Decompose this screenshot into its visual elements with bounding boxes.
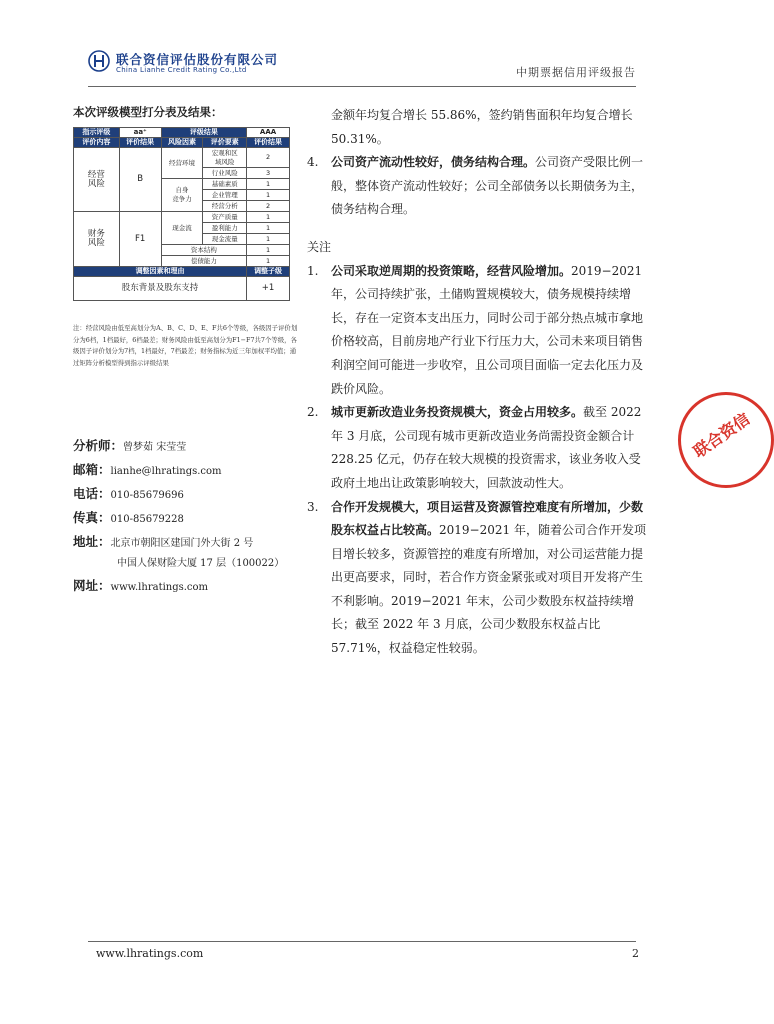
address-label: 地址： <box>73 534 111 549</box>
fin-other-score-1: 1 <box>247 256 290 267</box>
concern-item-1 <box>307 260 647 402</box>
concern-title: 关注 <box>307 239 332 254</box>
biz-env-item-1: 行业风险 <box>203 168 247 179</box>
biz-risk-label: 经营 风险 <box>74 148 120 212</box>
item-number: 3. <box>307 499 319 514</box>
concern-item-3 <box>307 496 647 661</box>
adj-value: +1 <box>247 277 290 301</box>
cell-result-label: 评级结果 <box>161 128 247 138</box>
rating-model-table <box>73 127 290 301</box>
biz-risk-result: B <box>119 148 161 212</box>
biz-comp-score-0: 1 <box>247 179 290 190</box>
fin-other-score-0: 1 <box>247 245 290 256</box>
fax-value: 010-85679228 <box>110 514 184 525</box>
item-text: 2019−2021 年，随着公司合作开发项目增长较多，资源管控的难度有所增加，对公司运营能力提出更高要求，同时，若合作方资金紧张或对项目开发将产生不利影响。2019−2021 年末，公司少数股东权益持续增长；截至 2022 年 3 月底，公司少数股东权益占比 57.71%，权益稳定性较弱。 <box>331 523 646 656</box>
biz-comp-score-2: 2 <box>247 201 290 212</box>
analyst-row <box>73 436 186 454</box>
stamp-text: 联合资信 <box>689 409 754 462</box>
item-heading: 城市更新改造业务投资规模大，资金占用较多。 <box>331 405 584 420</box>
analyst-value: 曾梦茹 宋莹莹 <box>123 442 187 453</box>
phone-label: 电话： <box>73 486 111 501</box>
item-text: 2019−2021 年，公司持续扩张，土储购置规模较大，债务规模持续增长，存在一定资本支出压力，同时公司于部分热点城市拿地价格较高，目前房地产行业下行压力大，公司未来项目销售利润空间可能进一步收窄，且公司项目面临一定去化压力及跌价风险。 <box>331 263 644 396</box>
item-text: 截至 2022 年 3 月底，公司现有城市更新改造业务尚需投资金额合计 228.25 亿元，仍存在较大规模的投资需求，该业务收入受政府土地出让政策影响较大，回款波动性大。 <box>331 405 642 490</box>
email-label: 邮箱： <box>73 462 111 477</box>
footer-divider <box>88 941 636 942</box>
biz-comp-item-2: 经营分析 <box>203 201 247 212</box>
item-heading: 合作开发规模大，项目运营及资源管控难度有所增加，少数股东权益占比较高。 <box>331 499 644 538</box>
footer-url[interactable]: www.lhratings.com <box>96 947 204 960</box>
address-line2: 中国人保财险大厦 17 层（100022） <box>117 558 285 569</box>
fin-other-item-1: 偿债能力 <box>161 256 247 267</box>
web-value[interactable]: www.lhratings.com <box>110 582 209 593</box>
phone-value: 010-85679696 <box>110 490 184 501</box>
item-text: 公司资产受限比例一般，整体资产流动性较好；公司全部债务以长期债务为主，债务结构合理。 <box>331 155 644 217</box>
rating-model-title: 本次评级模型打分表及结果： <box>73 105 223 119</box>
col-score: 评价结果 <box>247 138 290 148</box>
header-divider <box>88 86 636 87</box>
phone-row <box>73 484 184 502</box>
web-label: 网址： <box>73 578 111 593</box>
fin-cash-item-1: 盈利能力 <box>203 223 247 234</box>
concern-item-2 <box>307 401 647 495</box>
biz-env-score-0: 2 <box>247 148 290 168</box>
fin-cash-score-0: 1 <box>247 212 290 223</box>
page-header <box>88 48 636 90</box>
biz-comp: 自身 竞争力 <box>161 179 203 212</box>
biz-env-item-0: 宏观和区 域风险 <box>203 148 247 168</box>
item-heading: 公司采取逆周期的投资策略，经营风险增加。 <box>331 263 572 278</box>
cell-indicative-label: 指示评级 <box>74 128 120 138</box>
intro-paragraph: 金额年均复合增长 55.86%，签约销售面积年均复合增长 50.31%。 <box>331 108 633 146</box>
col-factor: 风险因素 <box>161 138 203 148</box>
table-note: 注：经营风险由低至高划分为A、B、C、D、E、F共6个等级，各级因子评价划分为6档，1档最好，6档最差；财务风险由低至高划分为F1−F7共7个等级，各级因子评价划分为7档，1档最好，7档最差；财务指标为近三年加权平均值；通过矩阵分析模型得到指示评级结果 <box>73 324 298 367</box>
fin-risk-result: F1 <box>119 212 161 267</box>
address-line1: 北京市朝阳区建国门外大街 2 号 <box>110 538 254 549</box>
adj-header-label: 调整因素和理由 <box>74 267 247 277</box>
biz-env-score-1: 3 <box>247 168 290 179</box>
adj-name: 股东背景及股东支持 <box>74 277 247 301</box>
analyst-label: 分析师： <box>73 438 124 453</box>
fin-other-item-0: 资本结构 <box>161 245 247 256</box>
adj-header-value: 调整子级 <box>247 267 290 277</box>
biz-comp-item-1: 企业管理 <box>203 190 247 201</box>
fax-label: 传真： <box>73 510 111 525</box>
item-heading: 公司资产流动性较好，债务结构合理。 <box>331 155 536 170</box>
fin-cash-item-0: 资产质量 <box>203 212 247 223</box>
cell-indicative-value: aa⁺ <box>119 128 161 138</box>
address-row-2 <box>117 554 284 569</box>
col-content: 评价内容 <box>74 138 120 148</box>
fin-cash-score-2: 1 <box>247 234 290 245</box>
fin-cash-score-1: 1 <box>247 223 290 234</box>
email-value[interactable]: lianhe@lhratings.com <box>110 466 222 477</box>
biz-env: 经营环境 <box>161 148 203 179</box>
company-seal-stamp <box>678 392 774 488</box>
report-type: 中期票据信用评级报告 <box>516 66 636 79</box>
item-number: 2. <box>307 405 319 420</box>
fin-risk-label: 财务 风险 <box>74 212 120 267</box>
company-logo-icon <box>88 50 110 72</box>
right-column <box>307 104 647 661</box>
cell-result-value: AAA <box>247 128 290 138</box>
web-row <box>73 576 208 594</box>
company-name-cn: 联合资信评估股份有限公司 <box>116 52 279 67</box>
company-name-en: China Lianhe Credit Rating Co.,Ltd <box>116 66 247 74</box>
fax-row <box>73 508 184 526</box>
biz-comp-score-1: 1 <box>247 190 290 201</box>
col-element: 评价要素 <box>203 138 247 148</box>
item-number: 4. <box>307 155 319 170</box>
strength-item-4 <box>307 151 647 222</box>
fin-cash-item-2: 现金流量 <box>203 234 247 245</box>
col-result: 评价结果 <box>119 138 161 148</box>
item-number: 1. <box>307 263 319 278</box>
fin-cash: 现金流 <box>161 212 203 245</box>
biz-comp-item-0: 基础素质 <box>203 179 247 190</box>
address-row <box>73 532 253 550</box>
email-row <box>73 460 222 478</box>
page-number: 2 <box>632 947 639 960</box>
